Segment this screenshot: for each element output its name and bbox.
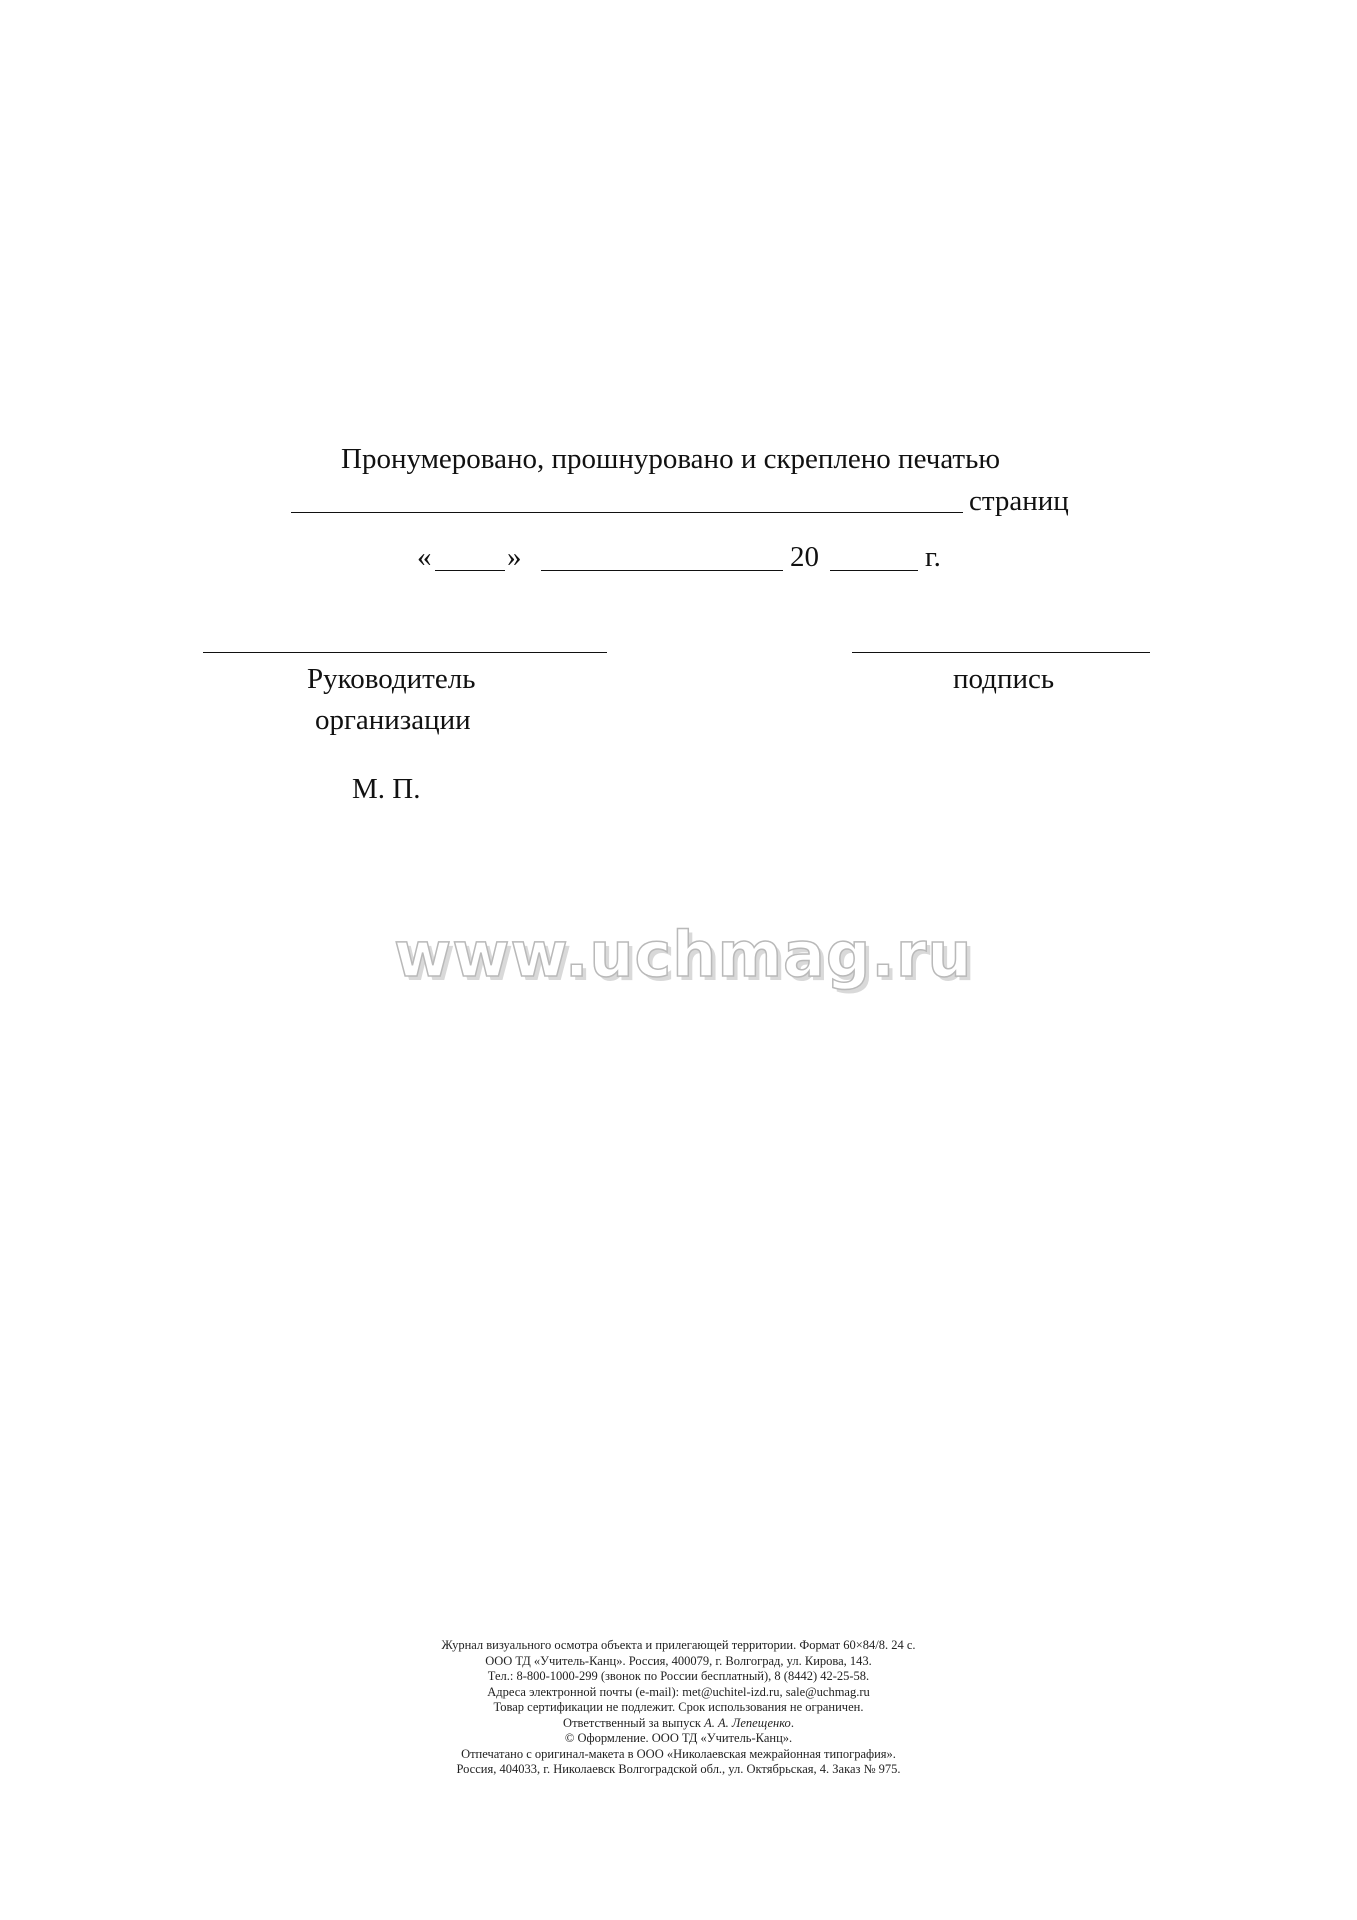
imprint-line: Тел.: 8-800-1000-299 (звонок по России бесплатный), 8 (8442) 42-25-58.	[487, 1669, 870, 1683]
signature-label: подпись	[953, 663, 1055, 695]
certification-title: Пронумеровано, прошнуровано и скреплено печатью	[341, 443, 1000, 475]
stamp-label: М. П.	[352, 773, 421, 805]
signature-blank[interactable]	[852, 652, 1150, 653]
imprint-line: Отпечатано с оригинал-макета в ООО «Николаевская межрайонная типография».	[461, 1746, 896, 1761]
head-label-line2: организации	[315, 704, 471, 736]
watermark-text: www.uchmag.ru	[394, 918, 973, 991]
head-name-blank[interactable]	[203, 652, 607, 653]
pages-count-blank[interactable]	[291, 512, 963, 513]
responsible-prefix: Ответственный за выпуск	[563, 1715, 701, 1730]
day-blank[interactable]	[435, 570, 505, 571]
imprint-line: ООО ТД «Учитель-Канц». Россия, 400079, г. Волгоград, ул. Кирова, 143.	[485, 1653, 872, 1668]
month-blank[interactable]	[541, 570, 783, 571]
imprint-line: Товар сертификации не подлежит. Срок использования не ограничен.	[493, 1700, 864, 1714]
date-open-quote: «	[417, 541, 432, 573]
year-suffix: г.	[925, 541, 941, 573]
imprint-line: Россия, 404033, г. Николаевск Волгоградской обл., ул. Октябрьская, 4. Заказ № 975.	[456, 1762, 901, 1776]
responsible-suffix: .	[790, 1715, 794, 1730]
year-blank[interactable]	[830, 570, 918, 571]
date-close-quote: »	[507, 541, 522, 573]
imprint-block	[0, 1638, 1357, 1778]
pages-label: страниц	[969, 485, 1069, 517]
head-label-line1: Руководитель	[307, 663, 476, 695]
imprint-line: © Оформление. ООО ТД «Учитель-Канц».	[564, 1731, 793, 1745]
imprint-line	[0, 1716, 1357, 1732]
year-prefix: 20	[790, 541, 819, 573]
responsible-name: А. А. Лепещенко	[704, 1715, 791, 1730]
imprint-line: Журнал визуального осмотра объекта и прилегающей территории. Формат 60×84/8. 24 с.	[441, 1638, 916, 1652]
imprint-line: Адреса электронной почты (e-mail): met@uchitel-izd.ru, sale@uchmag.ru	[487, 1684, 870, 1699]
